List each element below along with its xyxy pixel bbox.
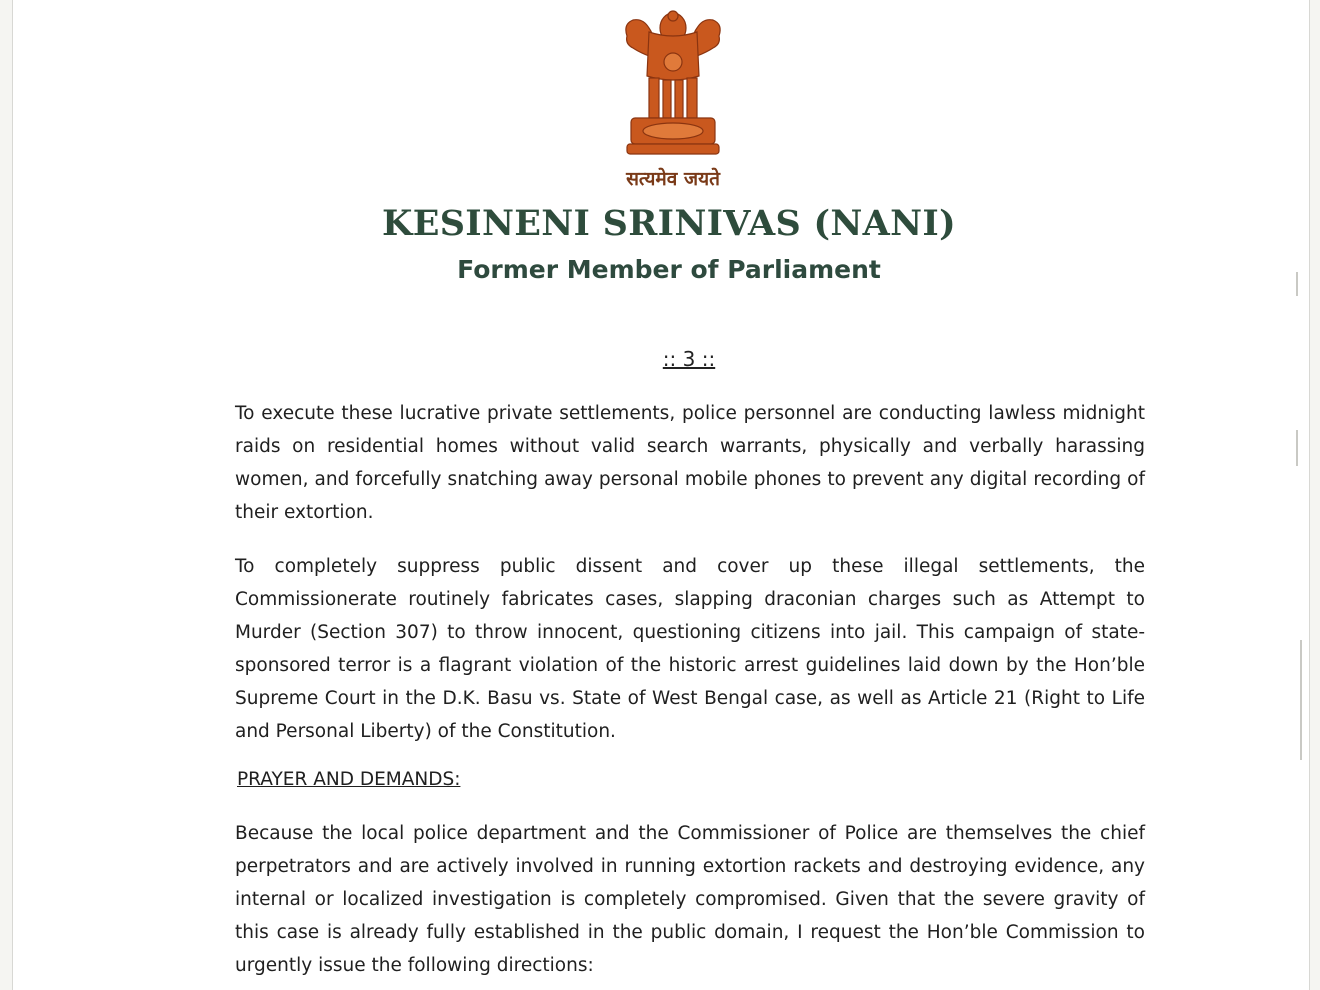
letterhead-name: KESINENI SRINIVAS (NANI) [382, 203, 956, 244]
emblem-motto: सत्यमेव जयते [626, 168, 720, 190]
scan-artifact [1296, 272, 1298, 296]
section-heading: PRAYER AND DEMANDS: [237, 769, 461, 790]
national-emblem-icon [619, 6, 727, 162]
body-paragraph: To execute these lucrative private settlements, police personnel are conducting lawless midnight raids on residential homes without valid search warrants, physically and verbally harassing women, and forcefully snatching away personal mobile phones to prevent any digital recording of their extortion. [235, 403, 1145, 523]
body-paragraph: To completely suppress public dissent and cover up these illegal settlements, the Commissionerate routinely fabricates cases, slapping draconian charges such as Attempt to Murder (Section 307) to throw innocent, questioning citizens into jail. This campaign of state-sponsored terror is a flagrant violation of the historic arrest guidelines laid down by the Hon’ble Supreme Court in the D.K. Basu vs. State of West Bengal case, as well as Article 21 (Right to Life and Personal Liberty) of the Constitution. [235, 556, 1145, 742]
prayer-paragraph: Because the local police department and the Commissioner of Police are themselves the chief perpetrators and are actively involved in running extortion rackets and destroying evidence, any internal or localized investigation is completely compromised. Given that the severe gravity of this case is already fully established in the public domain, I request the Hon’ble Commission to urgently issue the following directions: [235, 823, 1145, 976]
letterhead-designation: Former Member of Parliament [457, 255, 881, 284]
document-page [12, 0, 1310, 990]
scan-artifact [1300, 640, 1302, 760]
page-number: :: 3 :: [662, 347, 716, 371]
scan-artifact [1296, 430, 1298, 466]
